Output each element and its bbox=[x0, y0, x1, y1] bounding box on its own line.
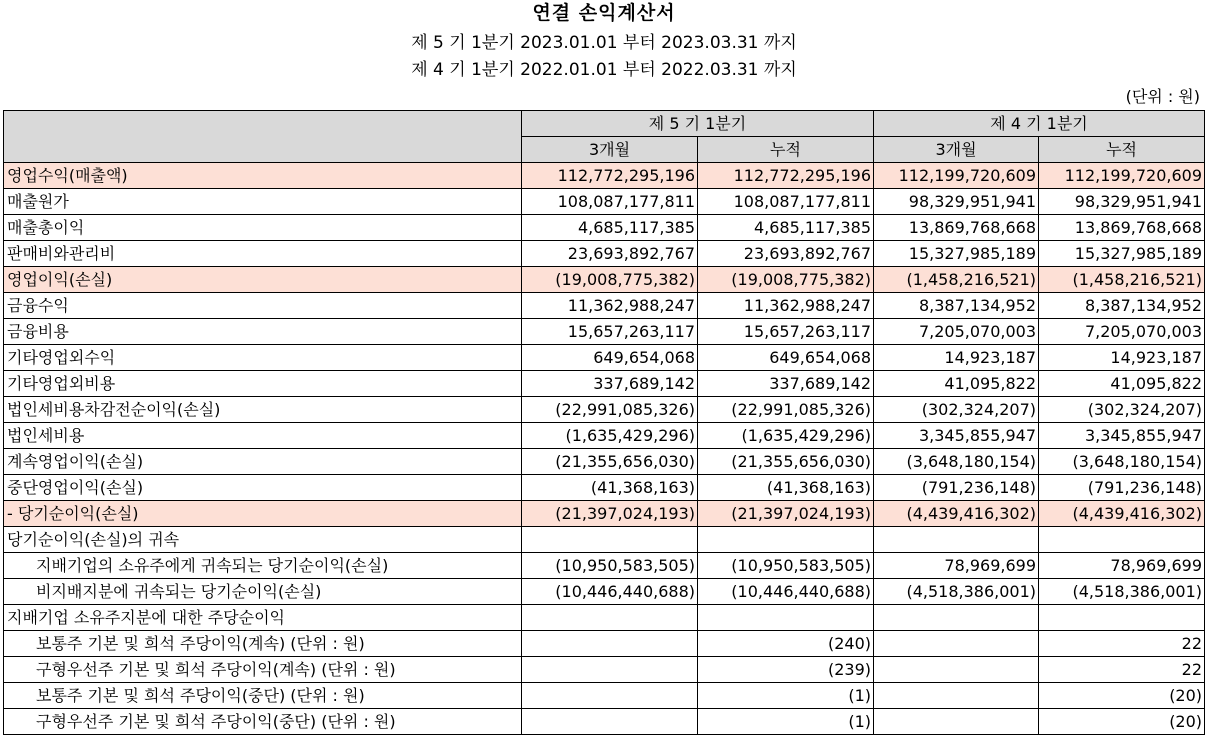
value-current-cumulative: 108,087,177,811 bbox=[698, 189, 874, 215]
value-prior-three-month: (302,324,207) bbox=[874, 397, 1039, 423]
value-prior-cumulative: 15,327,985,189 bbox=[1039, 241, 1205, 267]
value-current-three-month: 11,362,988,247 bbox=[522, 293, 698, 319]
row-label: 법인세비용 bbox=[4, 423, 522, 449]
row-label: 당기순이익(손실)의 귀속 bbox=[4, 527, 522, 553]
value-prior-cumulative: 41,095,822 bbox=[1039, 371, 1205, 397]
value-prior-three-month: (791,236,148) bbox=[874, 475, 1039, 501]
row-label: 판매비와관리비 bbox=[4, 241, 522, 267]
row-label: 지배기업의 소유주에게 귀속되는 당기순이익(손실) bbox=[4, 553, 522, 579]
value-current-three-month: 23,693,892,767 bbox=[522, 241, 698, 267]
header-prior-three-month: 3개월 bbox=[874, 137, 1039, 163]
row-label: 매출총이익 bbox=[4, 215, 522, 241]
value-current-cumulative: 4,685,117,385 bbox=[698, 215, 874, 241]
value-current-three-month: 15,657,263,117 bbox=[522, 319, 698, 345]
row-label: - 당기순이익(손실) bbox=[4, 501, 522, 527]
header-prior-period: 제 4 기 1분기 bbox=[874, 111, 1205, 137]
table-row bbox=[4, 215, 1205, 241]
row-label: 구형우선주 기본 및 희석 주당이익(계속) (단위 : 원) bbox=[4, 657, 522, 683]
row-label: 기타영업외비용 bbox=[4, 371, 522, 397]
row-label: 비지배지분에 귀속되는 당기순이익(손실) bbox=[4, 579, 522, 605]
value-current-cumulative: (21,355,656,030) bbox=[698, 449, 874, 475]
value-prior-cumulative: 22 bbox=[1039, 657, 1205, 683]
value-prior-three-month bbox=[874, 631, 1039, 657]
value-current-three-month: (21,355,656,030) bbox=[522, 449, 698, 475]
value-prior-three-month: (1,458,216,521) bbox=[874, 267, 1039, 293]
value-prior-cumulative: 7,205,070,003 bbox=[1039, 319, 1205, 345]
value-current-cumulative: (41,368,163) bbox=[698, 475, 874, 501]
row-label: 중단영업이익(손실) bbox=[4, 475, 522, 501]
value-current-cumulative: (1) bbox=[698, 683, 874, 709]
value-prior-three-month: 41,095,822 bbox=[874, 371, 1039, 397]
table-row bbox=[4, 267, 1205, 293]
table-row bbox=[4, 241, 1205, 267]
table-row bbox=[4, 501, 1205, 527]
value-current-cumulative: (21,397,024,193) bbox=[698, 501, 874, 527]
value-prior-cumulative: (20) bbox=[1039, 709, 1205, 735]
value-prior-three-month: 8,387,134,952 bbox=[874, 293, 1039, 319]
value-prior-three-month: 78,969,699 bbox=[874, 553, 1039, 579]
value-current-cumulative: 23,693,892,767 bbox=[698, 241, 874, 267]
value-current-cumulative: (1) bbox=[698, 709, 874, 735]
table-row bbox=[4, 553, 1205, 579]
value-current-three-month bbox=[522, 657, 698, 683]
value-current-three-month: 649,654,068 bbox=[522, 345, 698, 371]
value-prior-three-month: (3,648,180,154) bbox=[874, 449, 1039, 475]
prior-period-line: 제 4 기 1분기 2022.01.01 부터 2022.03.31 까지 bbox=[411, 60, 797, 80]
header-current-period: 제 5 기 1분기 bbox=[522, 111, 874, 137]
table-row bbox=[4, 371, 1205, 397]
value-prior-cumulative: 112,199,720,609 bbox=[1039, 163, 1205, 189]
value-current-three-month: (10,446,440,688) bbox=[522, 579, 698, 605]
statement-title: 연결 손익계산서 bbox=[532, 2, 676, 24]
value-prior-cumulative: 13,869,768,668 bbox=[1039, 215, 1205, 241]
value-current-three-month: (22,991,085,326) bbox=[522, 397, 698, 423]
value-prior-three-month: 3,345,855,947 bbox=[874, 423, 1039, 449]
value-prior-three-month bbox=[874, 709, 1039, 735]
value-prior-cumulative: 22 bbox=[1039, 631, 1205, 657]
value-current-three-month: 108,087,177,811 bbox=[522, 189, 698, 215]
value-current-three-month: 337,689,142 bbox=[522, 371, 698, 397]
value-prior-cumulative: 14,923,187 bbox=[1039, 345, 1205, 371]
value-prior-cumulative: 98,329,951,941 bbox=[1039, 189, 1205, 215]
value-prior-three-month: 7,205,070,003 bbox=[874, 319, 1039, 345]
value-current-cumulative: 15,657,263,117 bbox=[698, 319, 874, 345]
value-current-three-month: (1,635,429,296) bbox=[522, 423, 698, 449]
value-current-three-month: (21,397,024,193) bbox=[522, 501, 698, 527]
table-row bbox=[4, 397, 1205, 423]
row-label: 지배기업 소유주지분에 대한 주당순이익 bbox=[4, 605, 522, 631]
value-current-cumulative bbox=[698, 527, 874, 553]
value-prior-cumulative: (20) bbox=[1039, 683, 1205, 709]
value-prior-cumulative: (302,324,207) bbox=[1039, 397, 1205, 423]
table-row bbox=[4, 631, 1205, 657]
row-label: 매출원가 bbox=[4, 189, 522, 215]
value-prior-three-month bbox=[874, 683, 1039, 709]
value-prior-three-month: 98,329,951,941 bbox=[874, 189, 1039, 215]
value-prior-cumulative: 3,345,855,947 bbox=[1039, 423, 1205, 449]
value-current-cumulative bbox=[698, 605, 874, 631]
value-prior-three-month bbox=[874, 527, 1039, 553]
value-current-cumulative: (240) bbox=[698, 631, 874, 657]
value-prior-three-month: 15,327,985,189 bbox=[874, 241, 1039, 267]
value-current-cumulative: 649,654,068 bbox=[698, 345, 874, 371]
value-current-cumulative: (10,446,440,688) bbox=[698, 579, 874, 605]
value-prior-cumulative: (4,439,416,302) bbox=[1039, 501, 1205, 527]
value-prior-three-month bbox=[874, 605, 1039, 631]
value-current-cumulative: 11,362,988,247 bbox=[698, 293, 874, 319]
table-row bbox=[4, 709, 1205, 735]
statement-body bbox=[4, 163, 1205, 735]
table-row bbox=[4, 657, 1205, 683]
value-prior-cumulative: (4,518,386,001) bbox=[1039, 579, 1205, 605]
value-current-cumulative: (22,991,085,326) bbox=[698, 397, 874, 423]
value-prior-cumulative bbox=[1039, 605, 1205, 631]
row-label: 금융비용 bbox=[4, 319, 522, 345]
table-row bbox=[4, 189, 1205, 215]
row-label: 보통주 기본 및 희석 주당이익(중단) (단위 : 원) bbox=[4, 683, 522, 709]
value-current-three-month bbox=[522, 631, 698, 657]
header-current-cumulative: 누적 bbox=[698, 137, 874, 163]
value-current-cumulative: (10,950,583,505) bbox=[698, 553, 874, 579]
value-current-three-month: (10,950,583,505) bbox=[522, 553, 698, 579]
row-label: 기타영업외수익 bbox=[4, 345, 522, 371]
header-prior-cumulative: 누적 bbox=[1039, 137, 1205, 163]
value-current-three-month: (19,008,775,382) bbox=[522, 267, 698, 293]
value-prior-cumulative bbox=[1039, 527, 1205, 553]
value-current-three-month: 112,772,295,196 bbox=[522, 163, 698, 189]
header-current-three-month: 3개월 bbox=[522, 137, 698, 163]
value-prior-cumulative: (791,236,148) bbox=[1039, 475, 1205, 501]
value-prior-three-month: (4,518,386,001) bbox=[874, 579, 1039, 605]
row-label: 보통주 기본 및 희석 주당이익(계속) (단위 : 원) bbox=[4, 631, 522, 657]
value-current-three-month bbox=[522, 709, 698, 735]
row-label: 구형우선주 기본 및 희석 주당이익(중단) (단위 : 원) bbox=[4, 709, 522, 735]
table-row bbox=[4, 605, 1205, 631]
value-current-cumulative: 337,689,142 bbox=[698, 371, 874, 397]
row-label: 영업이익(손실) bbox=[4, 267, 522, 293]
table-row bbox=[4, 423, 1205, 449]
row-label: 영업수익(매출액) bbox=[4, 163, 522, 189]
table-row bbox=[4, 319, 1205, 345]
value-current-three-month bbox=[522, 683, 698, 709]
value-prior-three-month: 13,869,768,668 bbox=[874, 215, 1039, 241]
row-label: 계속영업이익(손실) bbox=[4, 449, 522, 475]
value-current-three-month bbox=[522, 605, 698, 631]
value-prior-cumulative: (1,458,216,521) bbox=[1039, 267, 1205, 293]
value-prior-cumulative: 78,969,699 bbox=[1039, 553, 1205, 579]
row-label: 금융수익 bbox=[4, 293, 522, 319]
table-row bbox=[4, 527, 1205, 553]
table-row bbox=[4, 163, 1205, 189]
current-period-line: 제 5 기 1분기 2023.01.01 부터 2023.03.31 까지 bbox=[411, 33, 797, 53]
table-row bbox=[4, 449, 1205, 475]
value-current-three-month: (41,368,163) bbox=[522, 475, 698, 501]
table-row bbox=[4, 683, 1205, 709]
value-prior-three-month: (4,439,416,302) bbox=[874, 501, 1039, 527]
table-row bbox=[4, 293, 1205, 319]
value-prior-three-month bbox=[874, 657, 1039, 683]
table-row bbox=[4, 475, 1205, 501]
value-prior-three-month: 14,923,187 bbox=[874, 345, 1039, 371]
value-current-three-month: 4,685,117,385 bbox=[522, 215, 698, 241]
value-current-three-month bbox=[522, 527, 698, 553]
header-account-cell bbox=[4, 111, 522, 163]
value-prior-cumulative: (3,648,180,154) bbox=[1039, 449, 1205, 475]
value-current-cumulative: 112,772,295,196 bbox=[698, 163, 874, 189]
unit-label: (단위 : 원) bbox=[1125, 87, 1200, 106]
value-current-cumulative: (1,635,429,296) bbox=[698, 423, 874, 449]
row-label: 법인세비용차감전순이익(손실) bbox=[4, 397, 522, 423]
value-prior-cumulative: 8,387,134,952 bbox=[1039, 293, 1205, 319]
table-row bbox=[4, 345, 1205, 371]
value-current-cumulative: (19,008,775,382) bbox=[698, 267, 874, 293]
income-statement-table bbox=[3, 110, 1205, 735]
value-current-cumulative: (239) bbox=[698, 657, 874, 683]
value-prior-three-month: 112,199,720,609 bbox=[874, 163, 1039, 189]
table-row bbox=[4, 579, 1205, 605]
header-row-periods bbox=[4, 111, 1205, 137]
